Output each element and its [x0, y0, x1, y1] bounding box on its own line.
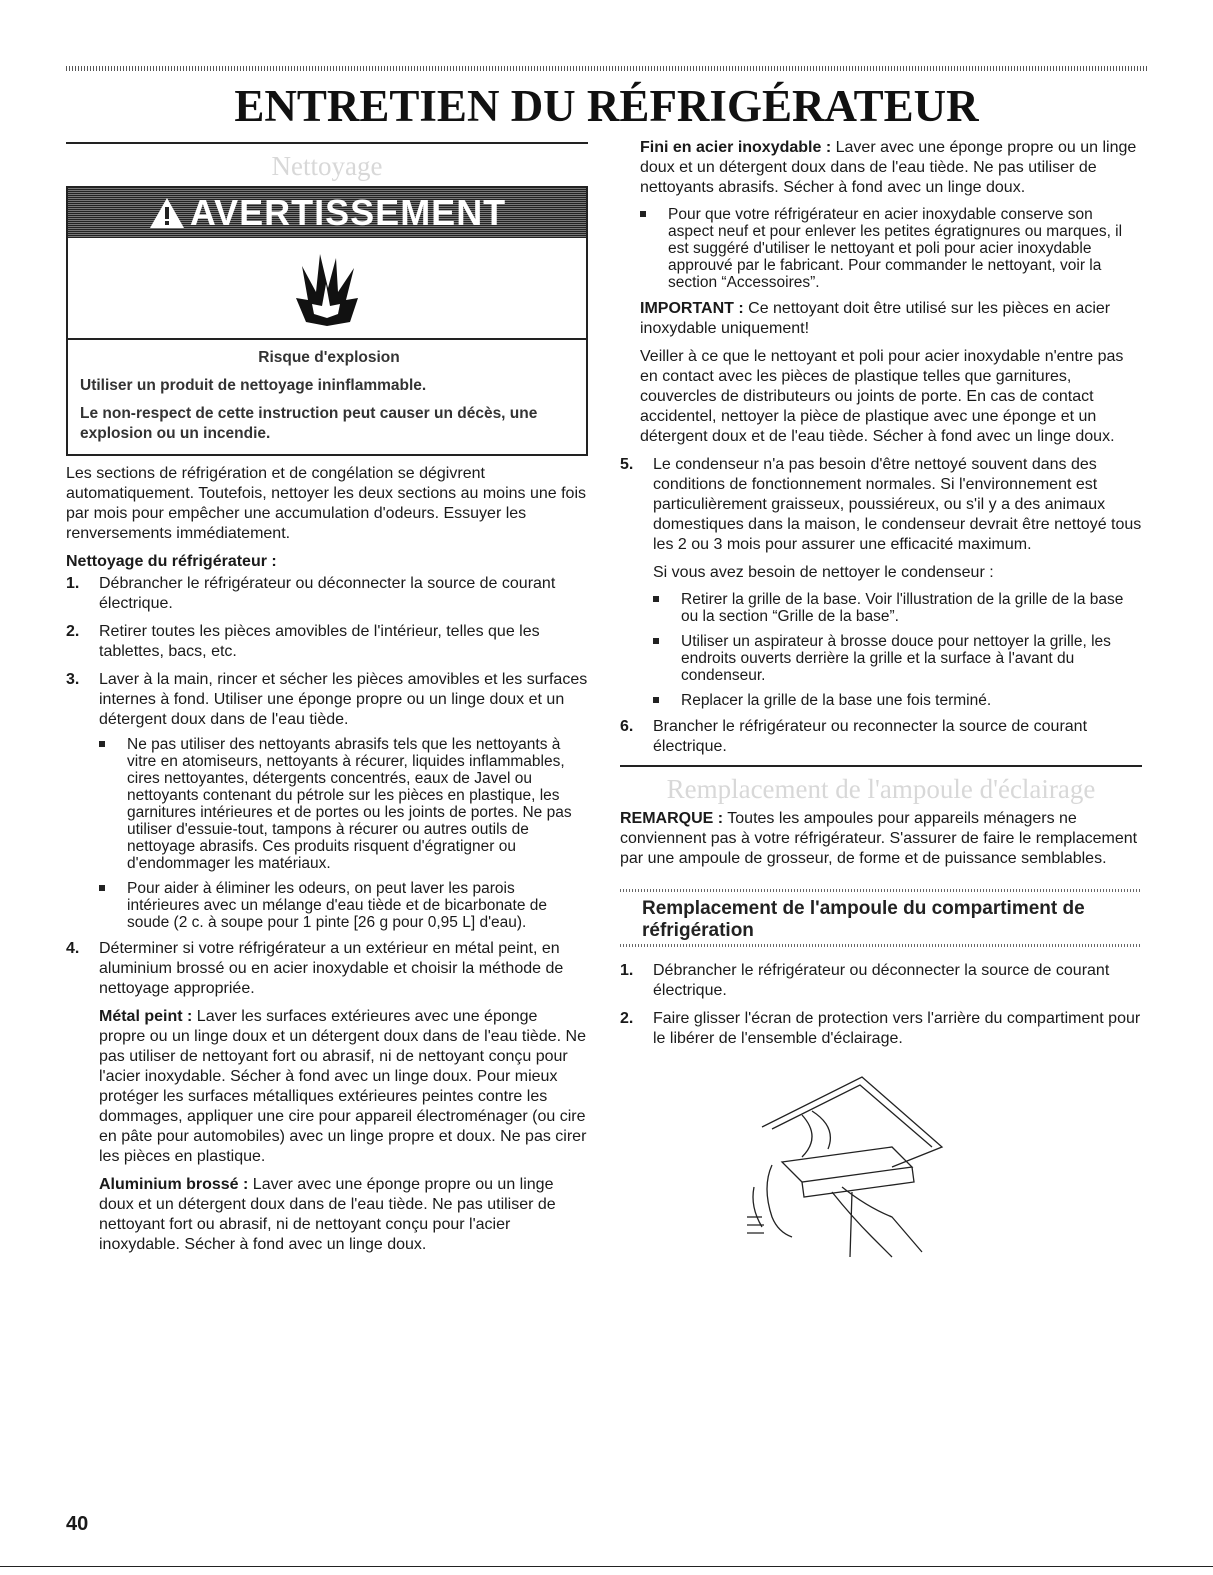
- step5-bullets: [653, 591, 1142, 709]
- warning-body: [68, 340, 586, 454]
- explosion-icon: [292, 248, 362, 328]
- list-item: 6. Brancher le réfrigérateur ou reconnecter la source de courant électrique.: [620, 718, 1088, 755]
- bulb-steps: [620, 961, 1142, 1049]
- inox-paragraph: Fini en acier inoxydable : Laver avec une éponge propre ou un linge doux et un détergent doux dans de l'eau tiède. Ne pas utiliser de nettoyants abrasifs. Sécher à fond avec un linge doux.: [640, 139, 1137, 196]
- section-divider: [66, 142, 588, 144]
- bullet-item: Pour aider à éliminer les odeurs, on peut laver les parois intérieures avec un mélange d'eau tiède et de bicarbonate de soude (2 c. à soupe pour 1 pinte [26 g pour 0,95 L] d'eau).: [99, 880, 588, 931]
- cleaning-steps-continued: [620, 455, 1142, 757]
- bullet-icon: [653, 596, 659, 602]
- list-item: 2. Faire glisser l'écran de protection vers l'arrière du compartiment pour le libérer de l'ensemble d'éclairage.: [620, 1010, 1141, 1047]
- top-dotted-rule: [66, 66, 1147, 71]
- light-shield-illustration: [742, 1067, 962, 1267]
- bottom-rule: [0, 1566, 1213, 1567]
- left-column: [66, 142, 588, 1263]
- page-title: ENTRETIEN DU RÉFRIGÉRATEUR: [234, 81, 979, 131]
- dotted-divider: [620, 889, 1142, 892]
- list-item: 4. Déterminer si votre réfrigérateur a un extérieur en métal peint, en aluminium brossé ou en acier inoxydable et choisir la méthode de nettoyage appropriée. Métal peint : Laver les surfaces extérieures avec une éponge propre ou un linge doux et un détergent doux dans de l'eau tiède. Ne pas utiliser de nettoyant fort ou abrasif, ni de nettoyant conçu pour l'acier inoxydable. Sécher à fond avec un linge doux. Pour mieux protéger les surfaces métalliques extérieures peintes contre les dommages, appliquer une cire pour appareil électroménager (ou cire en pâte pour automobiles) avec un linge propre et doux. Ne pas cirer les pièces en plastique. Aluminium brossé : Laver avec une éponge propre ou un linge doux et un détergent doux dans de l'eau tiède. Ne pas utiliser de nettoyant fort ou abrasif, ni de nettoyant conçu pour l'acier inoxydable. Sécher à fond avec un linge doux.: [66, 940, 587, 1253]
- warning-triangle-icon: [148, 196, 186, 230]
- bullet-icon: [653, 638, 659, 644]
- section-divider: [620, 765, 1142, 767]
- page-number: 40: [66, 1513, 89, 1535]
- bullet-item: Pour que votre réfrigérateur en acier inoxydable conserve son aspect neuf et pour enlever les petites égratignures ou marques, il est suggéré d'utiliser le nettoyant et poli pour acier inoxydable approuvé par le fabricant. Pour commander le nettoyant, voir la section “Accessoires”.: [640, 206, 1142, 291]
- warning-line-1: Utiliser un produit de nettoyage ininflammable.: [80, 377, 427, 394]
- step3-bullets: [99, 736, 588, 931]
- bullet-icon: [653, 697, 659, 703]
- warning-line-2: Le non-respect de cette instruction peut causer un décès, une explosion ou un incendie.: [80, 405, 538, 442]
- subsection-heading: Remplacement de l'ampoule du compartiment de réfrigération: [642, 898, 1085, 941]
- warning-title: AVERTISSEMENT: [189, 192, 507, 233]
- important-paragraph: IMPORTANT : Ce nettoyant doit être utilisé sur les pièces en acier inoxydable uniquement!: [640, 300, 1111, 337]
- remarque-paragraph: REMARQUE : Toutes les ampoules pour appareils ménagers ne conviennent pas à votre réfrigérateur. S'assurer de faire le remplacement par une ampoule de grosseur, de forme et de puissance semblables.: [620, 810, 1138, 867]
- list-item: 5. Le condenseur n'a pas besoin d'être nettoyé souvent dans des conditions de fonctionnement normales. Si l'environnement est particulièrement graisseux, poussiéreux, ou s'il y a des animaux domestiques dans la maison, le condenseur devrait être nettoyé tous les 2 ou 3 mois pour assurer une efficacité maximum. Si vous avez besoin de nettoyer le condenseur : Retirer la grille de la base. Voir l'illustration de la grille de la base ou la section “Grille de la base”. Utiliser un aspirateur à brosse douce pour nettoyer la grille, les endroits ouverts derrière la grille et la surface à l'avant du condenseur. Replacer la grille de la base une fois terminé.: [620, 456, 1142, 709]
- list-item: 1. Débrancher le réfrigérateur ou déconnecter la source de courant électrique.: [66, 575, 556, 612]
- dotted-divider: [620, 944, 1142, 947]
- bullet-icon: [99, 885, 105, 891]
- section-title-nettoyage: Nettoyage: [271, 151, 383, 181]
- explosion-icon-area: [68, 238, 586, 340]
- bullet-item: Replacer la grille de la base une fois terminé.: [653, 692, 1142, 709]
- bullet-icon: [640, 211, 646, 217]
- list-item: 3. Laver à la main, rincer et sécher les pièces amovibles et les surfaces internes à fond. Utiliser une éponge propre ou un linge doux et un détergent doux dans de l'eau tiède. Ne pas utiliser des nettoyants abrasifs tels que les nettoyants à vitre en atomiseurs, nettoyants à récurer, liquides inflammables, cires nettoyantes, détergents concentrés, eaux de Javel ou nettoyants contenant du pétrole sur les pièces en plastique, les garnitures intérieures et de portes ou les joints de portes. Ne pas utiliser d'essuie-tout, tampons à récurer ou autres outils de nettoyage abrasifs. Ces produits risquent d'égratigner ou d'endommager les matériaux. Pour aider à éliminer les odeurs, on peut laver les parois intérieures avec un mélange d'eau tiède et de bicarbonate de soude (2 c. à soupe pour 1 pinte [26 g pour 0,95 L] d'eau).: [66, 671, 588, 931]
- bullet-item: Retirer la grille de la base. Voir l'illustration de la grille de la base ou la section “Grille de la base”.: [653, 591, 1142, 625]
- list-item: 1. Débrancher le réfrigérateur ou déconnecter la source de courant électrique.: [620, 962, 1110, 999]
- subhead-nettoyage: Nettoyage du réfrigérateur :: [66, 553, 277, 570]
- veiller-paragraph: Veiller à ce que le nettoyant et poli pour acier inoxydable n'entre pas en contact avec les pièces de plastique telles que garnitures, couvercles de distributeurs ou joints de porte. En cas de contact accidentel, nettoyer la pièce de plastique avec une éponge et un détergent doux et de l'eau tiède. Sécher à fond avec un linge doux.: [640, 348, 1124, 445]
- warning-risk: Risque d'explosion: [258, 349, 400, 366]
- alu-paragraph: Aluminium brossé : Laver avec une éponge propre ou un linge doux et un détergent doux dans de l'eau tiède. Ne pas utiliser de nettoyant fort ou abrasif, ni de nettoyant conçu pour l'acier inoxydable. Sécher à fond avec un linge doux.: [99, 1176, 556, 1253]
- cleaning-steps: [66, 574, 588, 1255]
- metal-paragraph: Métal peint : Laver les surfaces extérieures avec une éponge propre ou un linge doux et un détergent doux dans de l'eau tiède. Ne pas utiliser de nettoyant fort ou abrasif, ni de nettoyant conçu pour l'acier inoxydable. Sécher à fond avec un linge doux. Pour mieux protéger les surfaces métalliques extérieures peintes contre les dommages, appliquer une cire pour appareil électroménager (ou cire en pâte pour automobiles) avec un linge propre et doux. Ne pas cirer les pièces en plastique.: [99, 1008, 587, 1165]
- intro-paragraph: Les sections de réfrigération et de congélation se dégivrent automatiquement. Toutefois, nettoyer les deux sections au moins une fois par mois pour empêcher une accumulation d'odeurs. Essuyer les renversements immédiatement.: [66, 465, 587, 542]
- section-title-ampoule: Remplacement de l'ampoule d'éclairage: [666, 774, 1096, 804]
- warning-box: [66, 186, 588, 456]
- inox-bullets: [640, 206, 1142, 291]
- list-item: 2. Retirer toutes les pièces amovibles de l'intérieur, telles que les tablettes, bacs, etc.: [66, 623, 540, 660]
- warning-header: [68, 188, 586, 238]
- bullet-icon: [99, 741, 105, 747]
- bullet-item: Utiliser un aspirateur à brosse douce pour nettoyer la grille, les endroits ouverts derrière la grille et la surface à l'avant du condenseur.: [653, 633, 1142, 684]
- right-column: [620, 138, 1142, 1273]
- step5-intro: Si vous avez besoin de nettoyer le condenseur :: [653, 564, 994, 581]
- bullet-item: Ne pas utiliser des nettoyants abrasifs tels que les nettoyants à vitre en atomiseurs, nettoyants à récurer, liquides inflammables, cires nettoyantes, détergents concentrés, eaux de Javel ou nettoyants contenant du pétrole sur les pièces en plastique, les garnitures intérieures et de portes ou les joints de portes. Ne pas utiliser d'essuie-tout, tampons à récurer ou autres outils de nettoyage abrasifs. Ces produits risquent d'égratigner ou d'endommager les matériaux.: [99, 736, 588, 872]
